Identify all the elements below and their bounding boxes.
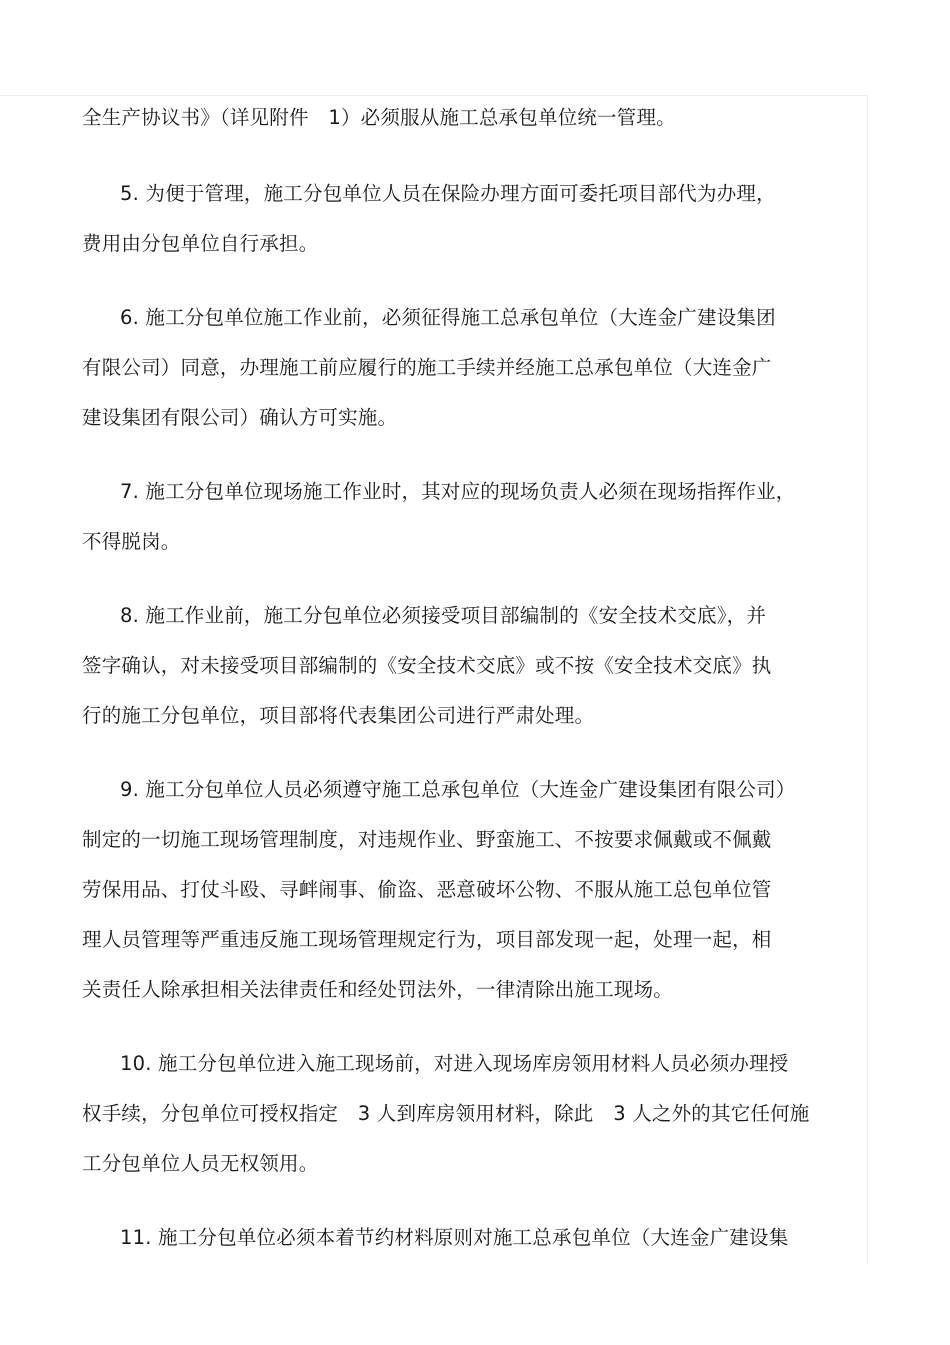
paragraph-9-line-1: 9. 施工分包单位人员必须遵守施工总承包单位（大连金广建设集团有限公司） (120, 778, 796, 801)
paragraph-8-line-3: 行的施工分包单位，项目部将代表集团公司进行严肃处理。 (82, 704, 595, 727)
paragraph-9-line-5: 关责任人除承担相关法律责任和经处罚法外，一律清除出施工现场。 (82, 978, 674, 1001)
paragraph-7-line-2: 不得脱岗。 (82, 530, 181, 553)
paragraph-8-line-1: 8. 施工作业前，施工分包单位必须接受项目部编制的《安全技术交底》，并 (120, 604, 767, 627)
paragraph-4-continuation: 全生产协议书》（详见附件 1）必须服从施工总承包单位统一管理。 (82, 106, 676, 129)
paragraph-5-line-1: 5. 为便于管理，施工分包单位人员在保险办理方面可委托项目部代为办理， (120, 182, 776, 205)
paragraph-7-line-1: 7. 施工分包单位现场施工作业时，其对应的现场负责人必须在现场指挥作业， (120, 480, 796, 503)
paragraph-9-line-2: 制定的一切施工现场管理制度，对违规作业、野蛮施工、不按要求佩戴或不佩戴 (82, 828, 772, 851)
paragraph-6-line-3: 建设集团有限公司）确认方可实施。 (82, 406, 398, 429)
paragraph-10-line-3: 工分包单位人员无权领用。 (82, 1152, 319, 1175)
paragraph-9-line-4: 理人员管理等严重违反施工现场管理规定行为，项目部发现一起，处理一起，相 (82, 928, 772, 951)
paragraph-9-line-3: 劳保用品、打仗斗殴、寻衅闹事、偷盗、恶意破坏公物、不服从施工总包单位管 (82, 878, 772, 901)
paragraph-11-line-1: 11. 施工分包单位必须本着节约材料原则对施工总承包单位（大连金广建设集 (120, 1226, 789, 1249)
paragraph-10-line-2: 权手续，分包单位可授权指定 3 人到库房领用材料，除此 3 人之外的其它任何施 (82, 1102, 810, 1125)
paragraph-6-line-1: 6. 施工分包单位施工作业前，必须征得施工总承包单位（大连金广建设集团 (120, 306, 776, 329)
paragraph-10-line-1: 10. 施工分包单位进入施工现场前，对进入现场库房领用材料人员必须办理授 (120, 1052, 789, 1075)
paragraph-5-line-2: 费用由分包单位自行承担。 (82, 232, 319, 255)
paragraph-8-line-2: 签字确认，对未接受项目部编制的《安全技术交底》或不按《安全技术交底》执 (82, 654, 772, 677)
paragraph-6-line-2: 有限公司）同意，办理施工前应履行的施工手续并经施工总承包单位（大连金广 (82, 356, 772, 379)
